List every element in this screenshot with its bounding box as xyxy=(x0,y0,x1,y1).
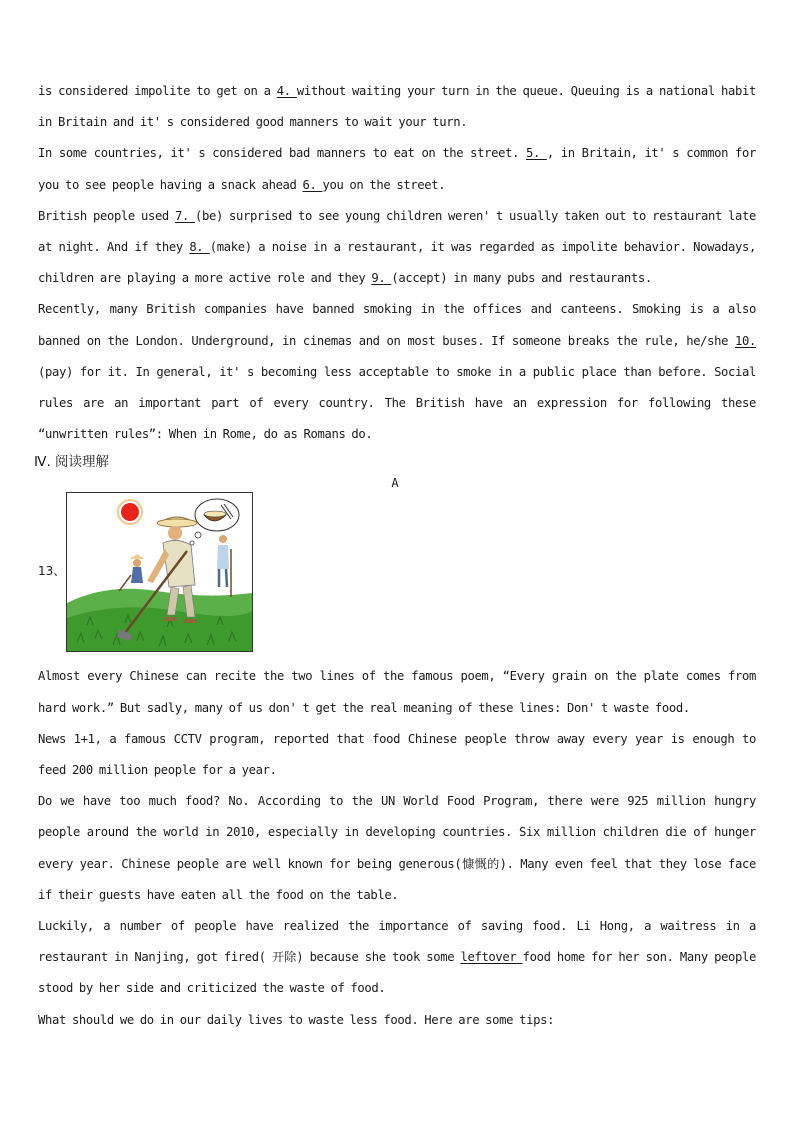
text-run: , in Britain, it' s common for you to see people having a snack ahead xyxy=(38,146,756,192)
farmer-weeding-field-icon xyxy=(67,493,252,651)
text-run: Almost every Chinese can recite the two lines of the famous poem, “Every grain on the plate comes from hard work.” But sadly, many of us don' t get the real meaning of these lines: Don' t waste food. xyxy=(38,669,756,715)
text-run: (make) a noise in a restaurant, it was regarded as impolite behavior. Nowadays, children are playing a more active role and they xyxy=(38,240,756,286)
question-13-row xyxy=(38,490,756,658)
paragraph xyxy=(38,661,756,723)
text-run: without waiting your turn in the queue. Queuing is a national habit in Britain and it' s considered good manners to wait your turn. xyxy=(38,84,756,130)
answer-blank: 10. xyxy=(735,333,756,348)
answer-blank: 4. xyxy=(276,84,297,98)
paragraph xyxy=(38,201,756,295)
text-run: Recently, many British companies have banned smoking in the offices and canteens. Smoking is a also banned on the London. Underground, in cinemas and on most buses. If someone breaks the rule, he/she xyxy=(38,302,756,348)
passage-label: A xyxy=(391,476,399,491)
paragraph xyxy=(38,294,756,450)
text-run: (pay) for it. In general, it' s becoming less acceptable to smoke in a public place than before. Social rules are an important part of every country. The British have an expression for following these “unwritten rules”: When in Rome, do as Romans do. xyxy=(38,364,756,442)
text-run: Do we have too much food? No. According to the UN World Food Program, there were 925 million hungry people around the world in 2010, especially in developing countries. Six million children die of hunger every year. Chinese people are well known for being generous(慷慨的). Many even feel that they lose face if their guests have eaten all the food on the table. xyxy=(38,794,756,902)
text-run: British people used xyxy=(38,208,175,223)
paragraph xyxy=(38,76,756,138)
text-run: News 1+1, a famous CCTV program, reported that food Chinese people throw away every year is enough to feed 200 million people for a year. xyxy=(38,731,756,778)
text-run: food home for her son. Many people stood by her side and criticized the waste of food. xyxy=(38,950,757,996)
document-page xyxy=(34,76,757,1036)
answer-blank: 7. xyxy=(174,208,196,223)
paragraph xyxy=(38,786,756,911)
answer-blank: 8. xyxy=(189,240,210,255)
text-run: (be) surprised to see young children weren' t usually taken out to restaurant late at night. And if they xyxy=(38,208,756,255)
answer-blank: 6. xyxy=(302,177,323,192)
text-run: In some countries, it' s considered bad manners to eat on the street. xyxy=(38,146,526,161)
answer-blank: 5. xyxy=(526,146,547,161)
text-run: Luckily, a number of people have realized the importance of saving food. Li Hong, a waitress in a restaurant in Nanjing, got fired( 开除) because she took some xyxy=(38,919,756,965)
paragraph xyxy=(38,911,756,1005)
passage-top xyxy=(38,76,756,450)
paragraph xyxy=(38,1005,756,1036)
answer-blank: leftover xyxy=(460,950,523,965)
text-run: is considered impolite to get on a xyxy=(38,84,277,98)
text-run: What should we do in our daily lives to waste less food. Here are some tips: xyxy=(38,1012,555,1027)
passage-bottom xyxy=(38,661,756,1035)
question-number: 13、 xyxy=(38,564,66,579)
text-run: (accept) in many pubs and restaurants. xyxy=(391,271,652,286)
section-heading: Ⅳ. 阅读理解 xyxy=(34,454,110,471)
farmer-illustration xyxy=(66,492,253,652)
paragraph xyxy=(38,138,756,200)
answer-blank: 9. xyxy=(371,271,392,286)
paragraph xyxy=(38,724,756,786)
text-run: you on the street. xyxy=(322,177,446,192)
